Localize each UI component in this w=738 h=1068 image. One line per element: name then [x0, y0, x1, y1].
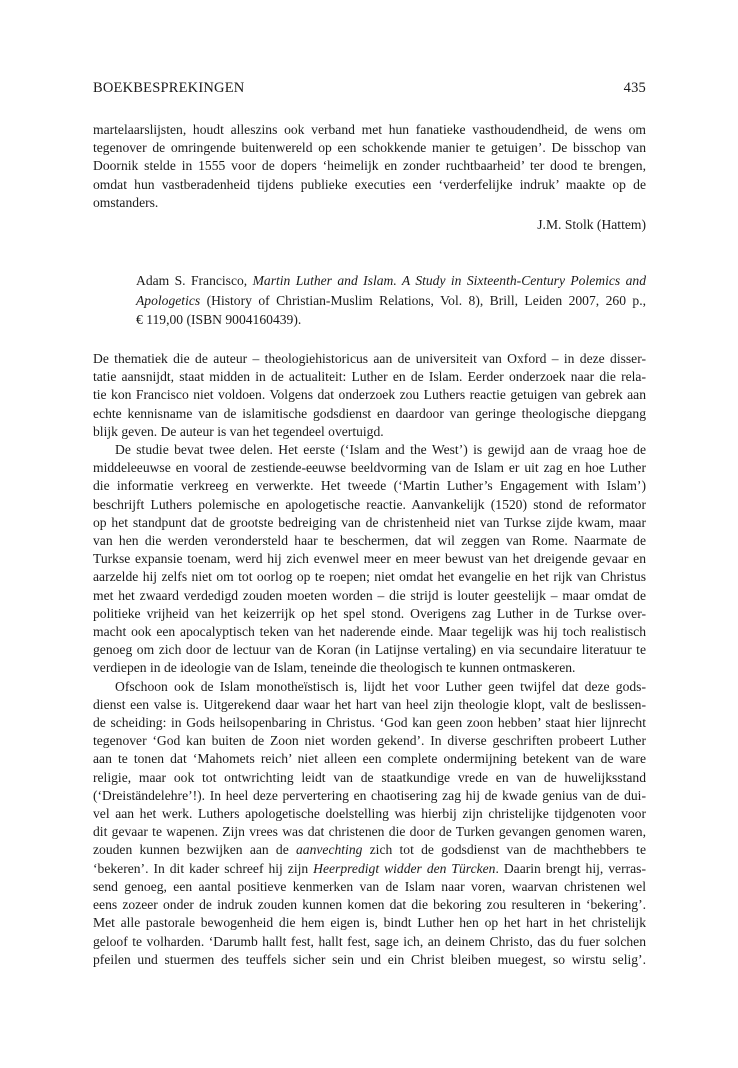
book-details: (History of Christian-Muslim Relations, Vol. 8), Brill, Leiden 2007, 260 p.,: [200, 292, 646, 308]
text-line: vel aan het werk. Luthers apologetische doelstelling was hierbij zijn christelijke tijdgenoten voor: [93, 806, 646, 822]
text-line: religie, maar ook tot ontwrichting leidt van de staatkundige vrede en van de huwelijksstand: [93, 769, 646, 785]
previous-review-ending: [93, 121, 646, 212]
text-line: macht ook een apocalyptisch teken van het naderende einde. Maar tegelijk was hij toch realistisch: [93, 624, 646, 640]
text-line: (‘Dreiständelehre’!). In heel deze pervertering en chaotisering zag hij de kwade genius van de dui-: [93, 787, 646, 803]
text-line: verdiepen in de ideologie van de Islam, teneinde die theologisch te kunnen ontmaskeren.: [93, 660, 576, 676]
text-line: aarzelde hij zelfs niet om tot oorlog op te roepen; niet omdat het evangelie en het rijk van Christus: [93, 569, 646, 585]
paragraph-2: [93, 441, 646, 678]
text-line: pfeilen und stuermen des teuffels sicher sein und ein Christ bleiben muegest, so wirstu selig’.: [93, 951, 646, 967]
text-line: aan te tonen dat ‘Mahomets reich’ niet alleen een complete ondermijning betekent van de ware: [93, 751, 646, 767]
paragraph-1: [93, 350, 646, 441]
text-line: genoeg om zich door de lectuur van de Koran (in Latijnse vertaling) en via secundaire literatuur te: [93, 642, 646, 658]
text-line: eens zozeer onder de indruk zouden kunnen komen dat die bekoring zou resulteren in ‘bekering’.: [93, 897, 646, 913]
text-line: dienst een valse is. Uitgerekend daar waar het hart van heel zijn theologie klopt, valt de beslissen-: [93, 696, 646, 712]
book-author: Adam S. Francisco,: [136, 273, 253, 288]
text-line: met het zwaard verdedigd zouden moeten worden – die strijd is louter geestelijk – maar omdat de: [93, 587, 646, 603]
text-line: blijk geven. De auteur is van het tegendeel overtuigd.: [93, 423, 384, 439]
text-line: politieke vrijheid van het keizerrijk op het spel stond. Overigens zag Luther in de Turkse over-: [93, 605, 646, 621]
text-line: de scheiding: in Gods heilsopenbaring in Christus. ‘God kan geen zoon hebben’ staat hier lijnrecht: [93, 715, 646, 731]
text-run: ‘bekeren’. In dit kader schreef hij zijn: [93, 860, 314, 876]
review-body: [93, 350, 646, 969]
text-line: echte kennisname van de islamitische godsdienst en daardoor van geringe theologische diepgang: [93, 405, 646, 421]
text-line: omstanders.: [93, 194, 159, 210]
text-line: middeleeuwse en vooral de zestiende-eeuwse beeldvorming van de Islam er uit zag en hoe Luther: [93, 460, 646, 476]
text-line: van hen die werden verondersteld haar te beschermen, dat wil zeggen van Rome. Naarmate de: [93, 533, 646, 549]
text-line: dit gevaar te wapenen. Zijn vrees was dat christenen die door de Turken gevangen genomen waren,: [93, 824, 646, 840]
book-title: Martin Luther and Islam. A Study in Sixteenth-Century Polemics and: [252, 273, 646, 288]
running-header: [93, 80, 646, 97]
text-run: . Daarin brengt hij, verras-: [495, 860, 646, 876]
section-title: BOEKBESPREKINGEN: [93, 80, 245, 96]
text-run: zouden kunnen bezwijken aan de: [93, 842, 296, 858]
paragraph-3: [93, 678, 646, 969]
text-line: tegenover ‘God kan buiten de Zoon niet worden gekend’. In diverse geschriften probeert Luther: [93, 733, 646, 749]
text-line: martelaarslijsten, houdt alleszins ook verband met hun fanatieke vasthoudendheid, de wens om: [93, 122, 646, 137]
text-line: omdat hun vastberadenheid tijdens publieke executies een ‘verderfelijke indruk’ maakte op de: [93, 176, 646, 192]
text-line: [93, 860, 646, 878]
reference-line: [136, 291, 646, 311]
text-line: De thematiek die de auteur – theologiehistoricus aan de universiteit van Oxford – in deze disser-: [93, 351, 646, 366]
text-line: Turkse expansie toenam, werd hij zich evenwel meer en meer bewust van het dreigende gevaar en: [93, 551, 646, 567]
italic-title: Heerpredigt widder den Türcken: [313, 860, 496, 876]
text-line: send genoeg, een aantal positieve kenmerken van de Islam naar voren, waarvan christenen wel: [93, 878, 646, 894]
page-number: 435: [623, 80, 646, 96]
text-line: Ofschoon ook de Islam monotheïstisch is, lijdt het voor Luther geen twijfel dat deze gods-: [115, 678, 646, 694]
book-reference: [136, 271, 646, 330]
text-line: geloof te volharden. ‘Darumb hallt fest, hallt fest, sage ich, an deinem Christo, das du fuer solchen: [93, 933, 646, 949]
text-run: zich tot de godsdienst van de machthebbers te: [362, 842, 646, 858]
book-title-cont: Apologetics: [136, 292, 201, 308]
text-line: die informatie verkreeg en verwerkte. Het tweede (‘Martin Luther’s Engagement with Islam’): [93, 478, 646, 494]
text-line: tegenover de omringende buitenwereld op een schokkende manier te getuigen’. De bisschop van: [93, 140, 646, 156]
text-line: beschrijft Luthers polemische en apologetische reactie. Aanvankelijk (1520) stond de reformator: [93, 496, 646, 512]
text-line: Doornik stelde in 1555 voor de dopers ‘heimelijk en zonder ruchtbaarheid’ ter dood te brengen,: [93, 158, 646, 174]
text-line: tie kon Francisco niet voldoen. Volgens dat onderzoek zou Luthers reactie getuigen van gebrek aan: [93, 387, 646, 403]
text-line: op het standpunt dat de grootste bedreiging van de christenheid niet van Turkse zijde kwam, maar: [93, 514, 646, 530]
text-line: Met alle pastorale bewogenheid die hem eigen is, bindt Luther hen op het hart in het christelijk: [93, 915, 646, 931]
italic-term: aanvechting: [295, 842, 363, 858]
book-price-isbn: € 119,00 (ISBN 9004160439).: [136, 312, 302, 327]
text-line: De studie bevat twee delen. Het eerste (‘Islam and the West’) is gewijd aan de vraag hoe de: [115, 442, 646, 458]
text-line: [93, 841, 646, 859]
text-line: tatie aansnijdt, staat midden in de actualiteit: Luther en de Islam. Eerder onderzoek naar die rela-: [93, 369, 646, 385]
reference-line: [136, 271, 646, 291]
reviewer-signature: J.M. Stolk (Hattem): [537, 217, 646, 232]
